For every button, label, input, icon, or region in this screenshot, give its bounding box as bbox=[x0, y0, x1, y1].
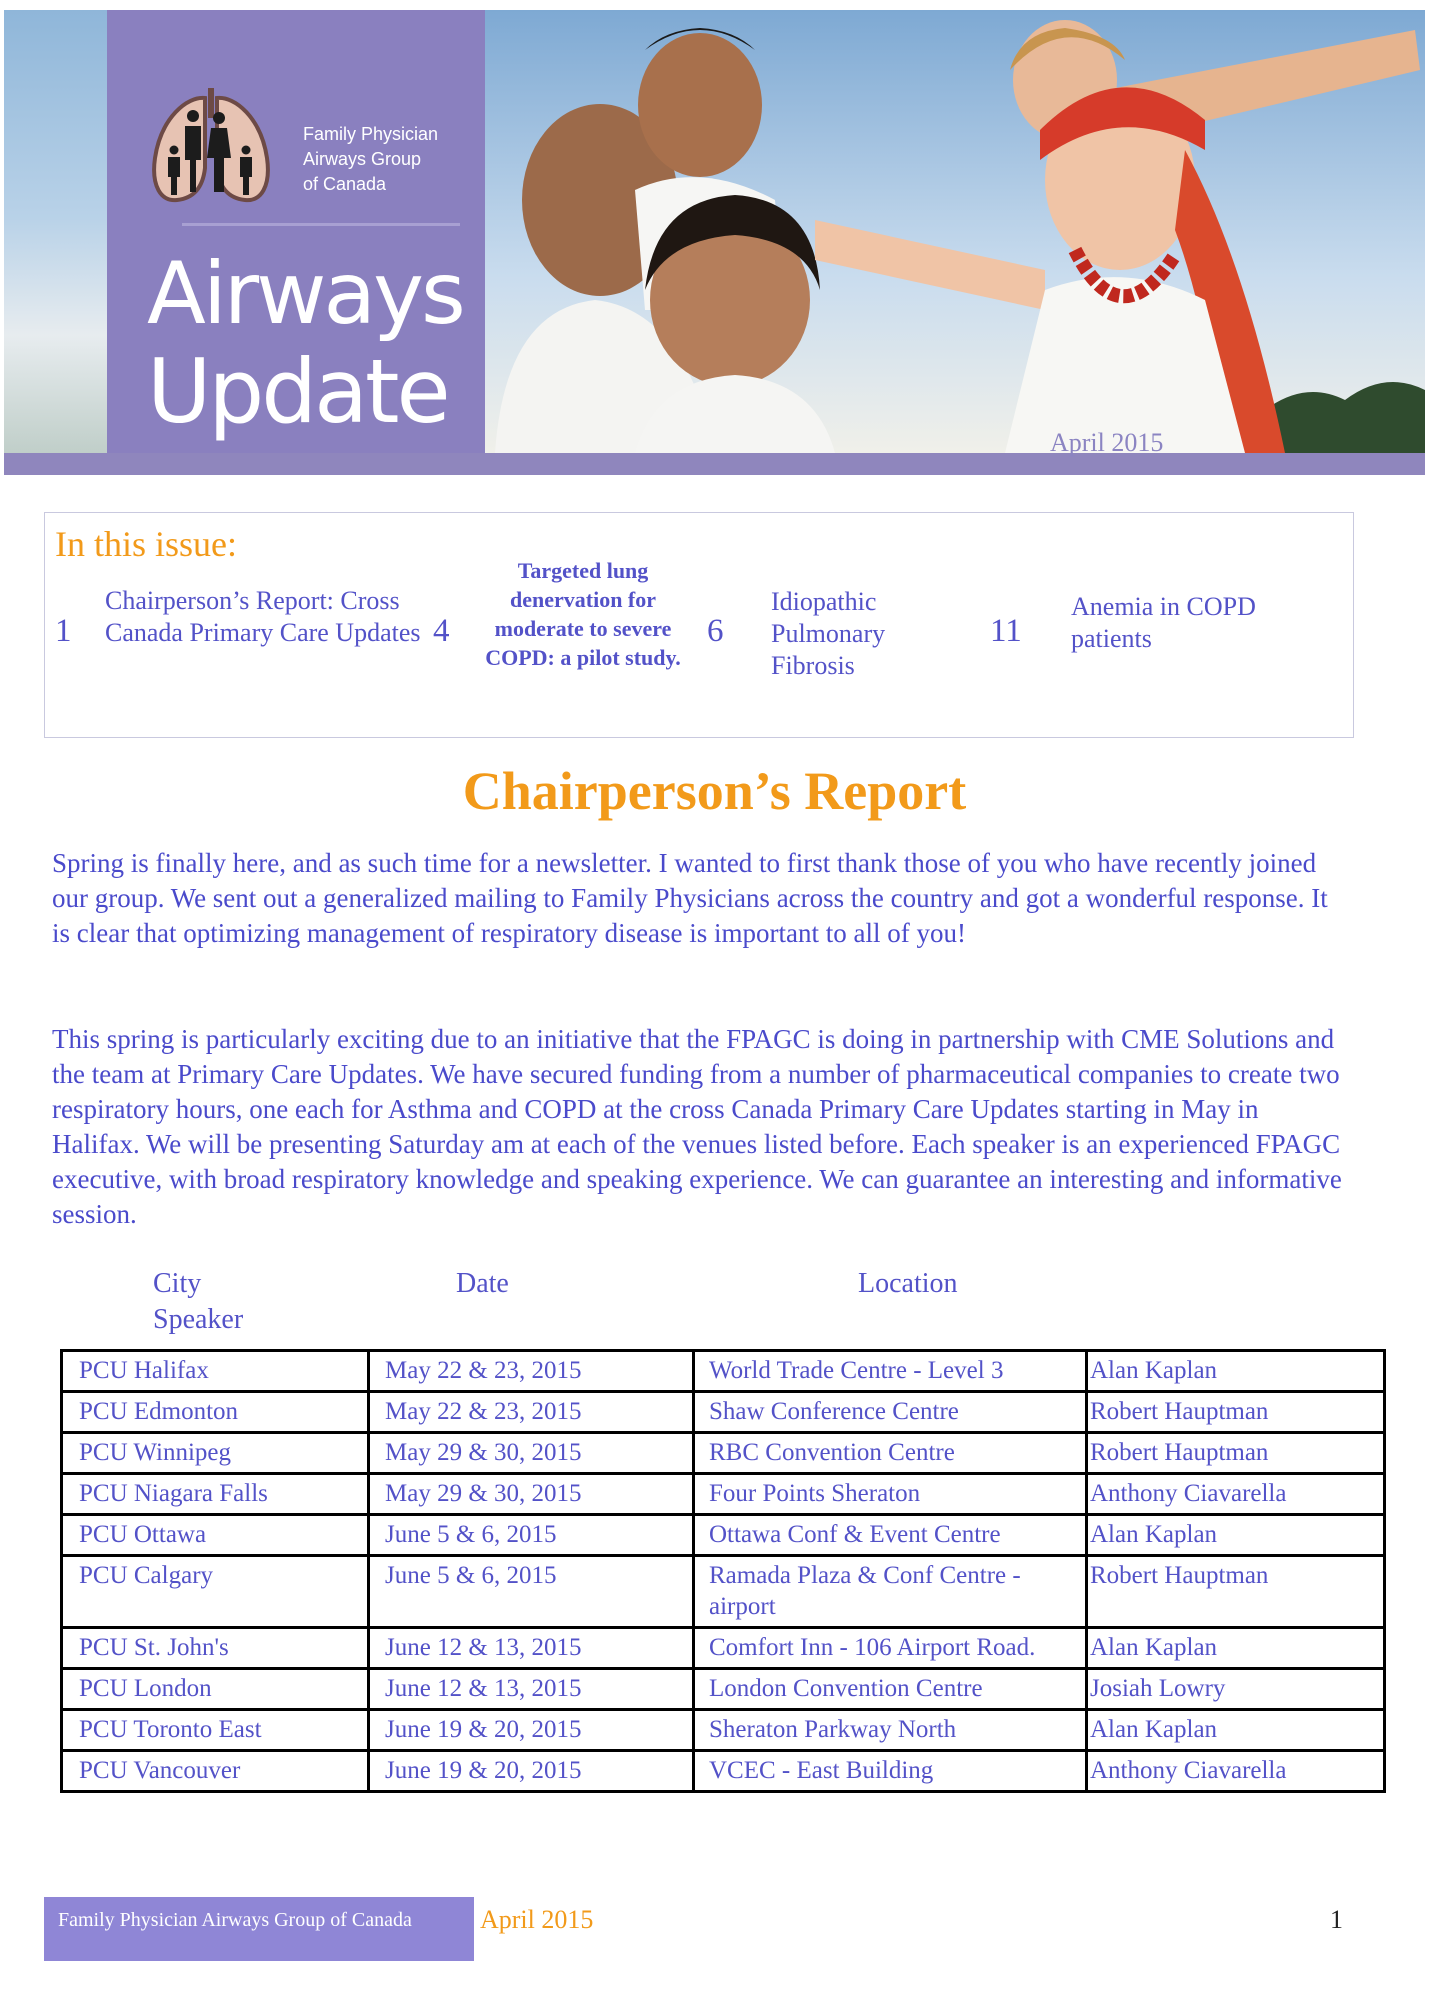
issue-item-title[interactable]: Idiopathic Pulmonary Fibrosis bbox=[771, 587, 886, 680]
issue-item-title[interactable]: Anemia in COPD patients bbox=[1071, 592, 1256, 653]
in-this-issue-box bbox=[44, 512, 1354, 738]
date-cell: May 22 & 23, 2015 bbox=[369, 1392, 694, 1433]
report-paragraph: Spring is finally here, and as such time for a newsletter. I wanted to first thank those of you who have recently joined our group. We sent out a generalized mailing to Family Physicians across the country and got a wonderful response. It is clear that optimizing management of respiratory disease is important to all of you! bbox=[52, 848, 1328, 948]
location-cell: London Convention Centre bbox=[694, 1669, 1087, 1710]
date-cell: June 12 & 13, 2015 bbox=[369, 1669, 694, 1710]
speaker-cell: Josiah Lowry bbox=[1087, 1669, 1385, 1710]
footer-org-tag: Family Physician Airways Group of Canada bbox=[44, 1897, 474, 1961]
issue-page-number: 11 bbox=[990, 613, 1022, 649]
city-cell: PCU Halifax bbox=[62, 1351, 369, 1392]
issue-page-number: 4 bbox=[433, 613, 450, 649]
speaker-cell: Anthony Ciavarella bbox=[1087, 1474, 1385, 1515]
column-header-date: Date bbox=[456, 1268, 509, 1299]
column-header-city: City bbox=[153, 1268, 202, 1299]
org-name-line: Family Physician bbox=[303, 124, 439, 144]
location-cell: RBC Convention Centre bbox=[694, 1433, 1087, 1474]
date-cell: May 29 & 30, 2015 bbox=[369, 1474, 694, 1515]
location-cell: World Trade Centre - Level 3 bbox=[694, 1351, 1087, 1392]
speaker-cell: Anthony Ciavarella bbox=[1087, 1751, 1385, 1792]
speaker-cell: Alan Kaplan bbox=[1087, 1515, 1385, 1556]
speaker-cell: Robert Hauptman bbox=[1087, 1392, 1385, 1433]
date-cell: June 5 & 6, 2015 bbox=[369, 1556, 694, 1628]
report-paragraph: This spring is particularly exciting due to an initiative that the FPAGC is doing in partnership with CME Solutions and the team at Primary Care Updates. We have secured funding from a number of pharmaceutical companies to create two respiratory hours, one each for Asthma and COPD at the cross Canada Primary Care Updates starting in May in Halifax. We will be presenting Saturday am at each of the venues listed before. Each speaker is an experienced FPAGC executive, with broad respiratory knowledge and speaking experience. We can guarantee an interesting and informative session. bbox=[52, 1024, 1342, 1229]
date-cell: June 19 & 20, 2015 bbox=[369, 1710, 694, 1751]
city-cell: PCU Calgary bbox=[62, 1556, 369, 1628]
city-cell: PCU Vancouver bbox=[62, 1751, 369, 1792]
newsletter-title-line1: Airways bbox=[147, 244, 463, 344]
in-this-issue-heading: In this issue: bbox=[55, 524, 238, 564]
newsletter-title-line2: Update bbox=[147, 340, 448, 443]
venue-table bbox=[60, 1349, 1386, 1793]
report-title: Chairperson’s Report bbox=[462, 761, 967, 821]
date-cell: June 12 & 13, 2015 bbox=[369, 1628, 694, 1669]
city-cell: PCU Ottawa bbox=[62, 1515, 369, 1556]
table-row bbox=[62, 1751, 1385, 1792]
issue-item-title[interactable]: Targeted lung denervation for moderate to severe COPD: a pilot study. bbox=[485, 558, 681, 670]
city-cell: PCU Niagara Falls bbox=[62, 1474, 369, 1515]
table-row bbox=[62, 1556, 1385, 1628]
location-cell: Shaw Conference Centre bbox=[694, 1392, 1087, 1433]
location-cell: VCEC - East Building bbox=[694, 1751, 1087, 1792]
location-cell: Ottawa Conf & Event Centre bbox=[694, 1515, 1087, 1556]
table-row bbox=[62, 1710, 1385, 1751]
table-row bbox=[62, 1474, 1385, 1515]
city-cell: PCU St. John's bbox=[62, 1628, 369, 1669]
table-row bbox=[62, 1669, 1385, 1710]
table-row bbox=[62, 1628, 1385, 1669]
column-header-speaker: Speaker bbox=[153, 1304, 244, 1335]
lungs-family-logo-icon bbox=[147, 88, 275, 208]
issue-page-number: 1 bbox=[55, 613, 72, 649]
column-header-location: Location bbox=[858, 1268, 958, 1299]
issue-item-title[interactable]: Chairperson’s Report: Cross Canada Primary Care Updates bbox=[105, 586, 421, 647]
location-cell: Ramada Plaza & Conf Centre - airport bbox=[694, 1556, 1087, 1628]
brand-divider bbox=[182, 223, 460, 226]
city-cell: PCU Edmonton bbox=[62, 1392, 369, 1433]
location-cell: Four Points Sheraton bbox=[694, 1474, 1087, 1515]
page-number: 1 bbox=[1330, 1905, 1343, 1934]
city-cell: PCU London bbox=[62, 1669, 369, 1710]
org-name-line: Airways Group bbox=[303, 149, 422, 169]
family-photo bbox=[485, 10, 1425, 453]
city-cell: PCU Toronto East bbox=[62, 1710, 369, 1751]
issue-page-number: 6 bbox=[707, 613, 724, 649]
brand-panel bbox=[107, 10, 485, 453]
date-cell: June 19 & 20, 2015 bbox=[369, 1751, 694, 1792]
speaker-cell: Alan Kaplan bbox=[1087, 1351, 1385, 1392]
header-banner bbox=[4, 10, 1425, 475]
footer-date: April 2015 bbox=[480, 1905, 594, 1934]
org-name-line: of Canada bbox=[303, 174, 387, 194]
date-cell: May 29 & 30, 2015 bbox=[369, 1433, 694, 1474]
date-cell: May 22 & 23, 2015 bbox=[369, 1351, 694, 1392]
speaker-cell: Robert Hauptman bbox=[1087, 1433, 1385, 1474]
city-cell: PCU Winnipeg bbox=[62, 1433, 369, 1474]
table-row bbox=[62, 1515, 1385, 1556]
speaker-cell: Alan Kaplan bbox=[1087, 1710, 1385, 1751]
location-cell: Comfort Inn - 106 Airport Road. bbox=[694, 1628, 1087, 1669]
location-cell: Sheraton Parkway North bbox=[694, 1710, 1087, 1751]
table-row bbox=[62, 1392, 1385, 1433]
org-name bbox=[303, 122, 438, 197]
speaker-cell: Robert Hauptman bbox=[1087, 1556, 1385, 1628]
banner-bottom-bar bbox=[4, 453, 1425, 475]
banner-date: April 2015 bbox=[1050, 428, 1164, 457]
table-row bbox=[62, 1433, 1385, 1474]
date-cell: June 5 & 6, 2015 bbox=[369, 1515, 694, 1556]
table-row bbox=[62, 1351, 1385, 1392]
speaker-cell: Alan Kaplan bbox=[1087, 1628, 1385, 1669]
